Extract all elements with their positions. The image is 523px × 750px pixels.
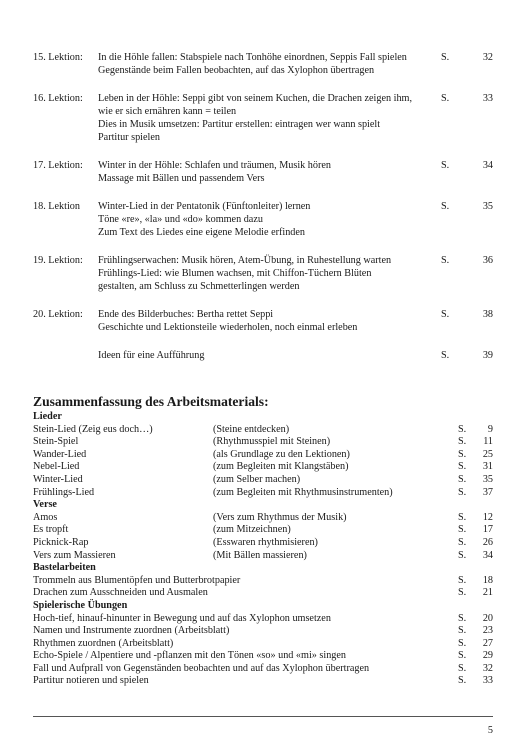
lesson-17: [33, 159, 493, 185]
list-item: Stein-Spiel (Rhythmusspiel mit Steinen) S. 11: [33, 436, 493, 448]
list-item: Namen und Instrumente zuordnen (Arbeitsblatt) S. 23: [33, 625, 493, 637]
list-item: Nebel-Lied (zum Begleiten mit Klangstäben) S. 31: [33, 461, 493, 473]
category-songs: Lieder: [33, 411, 62, 422]
lesson-description: [98, 254, 441, 293]
lesson-description: [98, 92, 441, 144]
page-reference: S. 35: [441, 201, 493, 212]
list-item: Hoch-tief, hinauf-hinunter in Bewegung und auf das Xylophon umsetzen S. 20: [33, 612, 493, 624]
category-crafts: Bastelarbeiten: [33, 562, 96, 574]
lesson-line: Partitur spielen: [98, 132, 160, 143]
lesson-line: Töne «re», «la» und «do» kommen dazu: [98, 214, 263, 225]
lesson-description: Ideen für eine Aufführung: [98, 350, 205, 361]
lesson-line: Zum Text des Liedes eine eigene Melodie erfinden: [98, 227, 306, 238]
lesson-number: 19. Lektion:: [33, 255, 83, 266]
lesson-18: [33, 200, 493, 239]
lesson-number: 17. Lektion:: [33, 160, 83, 171]
lesson-15: [33, 51, 493, 77]
footer-divider: [33, 716, 493, 717]
list-item: Partitur notieren und spielen S. 33: [33, 675, 493, 687]
lesson-line: Ende des Bilderbuches: Bertha rettet Seppi: [98, 309, 274, 320]
list-item: Amos (Vers zum Rhythmus der Musik) S. 12: [33, 511, 493, 523]
lesson-20: [33, 308, 493, 334]
list-item: Frühlings-Lied (zum Begleiten mit Rhythmusinstrumenten) S. 37: [33, 486, 493, 498]
lesson-line: Gegenstände beim Fallen beobachten, auf das Xylophon übertragen: [98, 65, 375, 76]
list-item: Drachen zum Ausschneiden und Ausmalen S. 21: [33, 587, 493, 599]
page-reference: S. 36: [441, 255, 493, 266]
page-reference: S. 39: [441, 350, 493, 361]
page-reference: S. 32: [441, 52, 493, 63]
page-number: 5: [487, 725, 493, 736]
list-item: Wander-Lied (als Grundlage zu den Lektionen) S. 25: [33, 448, 493, 460]
lesson-number: 18. Lektion: [33, 201, 80, 212]
list-item: Vers zum Massieren (Mit Bällen massieren) S. 34: [33, 549, 493, 561]
category-playful-exercises: Spielerische Übungen: [33, 599, 128, 611]
lesson-performance-ideas: [33, 349, 493, 362]
lesson-number: 15. Lektion:: [33, 52, 83, 63]
page-reference: S. 34: [441, 160, 493, 171]
lesson-line: Leben in der Höhle: Seppi gibt von seinem Kuchen, die Drachen zeigen ihm,: [98, 93, 413, 104]
list-item: Rhythmen zuordnen (Arbeitsblatt) S. 27: [33, 637, 493, 649]
list-item: Fall und Aufprall von Gegenständen beobachten und auf das Xylophon übertragen S. 32: [33, 662, 493, 674]
list-item: Trommeln aus Blumentöpfen und Butterbrotpapier S. 18: [33, 574, 493, 586]
lesson-description: [98, 51, 441, 77]
lesson-line: Frühlings-Lied: wie Blumen wachsen, mit Chiffon-Tüchern Blüten: [98, 268, 372, 279]
page-reference: S. 33: [441, 93, 493, 104]
category-verses: Verse: [33, 499, 57, 511]
lesson-line: wie er sich ernähren kann = teilen: [98, 106, 237, 117]
summary-heading: Zusammenfassung des Arbeitsmaterials:: [33, 394, 269, 409]
list-item: Stein-Lied (Zeig eus doch…) (Steine entdecken) S. 9: [33, 423, 493, 435]
lesson-line: Massage mit Bällen und passendem Vers: [98, 173, 265, 184]
lesson-line: Geschichte und Lektionsteile wiederholen, noch einmal erleben: [98, 322, 358, 333]
lesson-description: [98, 200, 441, 239]
list-item: Winter-Lied (zum Selber machen) S. 35: [33, 473, 493, 485]
lesson-19: [33, 254, 493, 293]
lesson-line: Winter in der Höhle: Schlafen und träumen, Musik hören: [98, 160, 331, 171]
lesson-description: [98, 308, 441, 334]
lesson-description: [98, 159, 441, 185]
lesson-number: 20. Lektion:: [33, 309, 83, 320]
page-reference: S. 38: [441, 309, 493, 320]
lesson-number: 16. Lektion:: [33, 93, 83, 104]
lesson-16: [33, 92, 493, 144]
lesson-list: [33, 51, 493, 377]
list-item: Echo-Spiele / Alpentiere und -pflanzen mit den Tönen «so» und «mi» singen S. 29: [33, 650, 493, 662]
list-item: Es tropft (zum Mitzeichnen) S. 17: [33, 524, 493, 536]
lesson-line: Dies in Musik umsetzen: Partitur erstellen: eintragen wer wann spielt: [98, 119, 381, 130]
lesson-line: gestalten, am Schluss zu Schmetterlingen werden: [98, 281, 300, 292]
lesson-line: Frühlingserwachen: Musik hören, Atem-Übung, in Ruhestellung warten: [98, 255, 392, 266]
list-item: Picknick-Rap (Esswaren rhythmisieren) S. 26: [33, 536, 493, 548]
lesson-line: Winter-Lied in der Pentatonik (Fünftonleiter) lernen: [98, 201, 311, 212]
lesson-line: In die Höhle fallen: Stabspiele nach Tonhöhe einordnen, Seppis Fall spielen: [98, 52, 407, 63]
materials-summary: [33, 393, 493, 688]
